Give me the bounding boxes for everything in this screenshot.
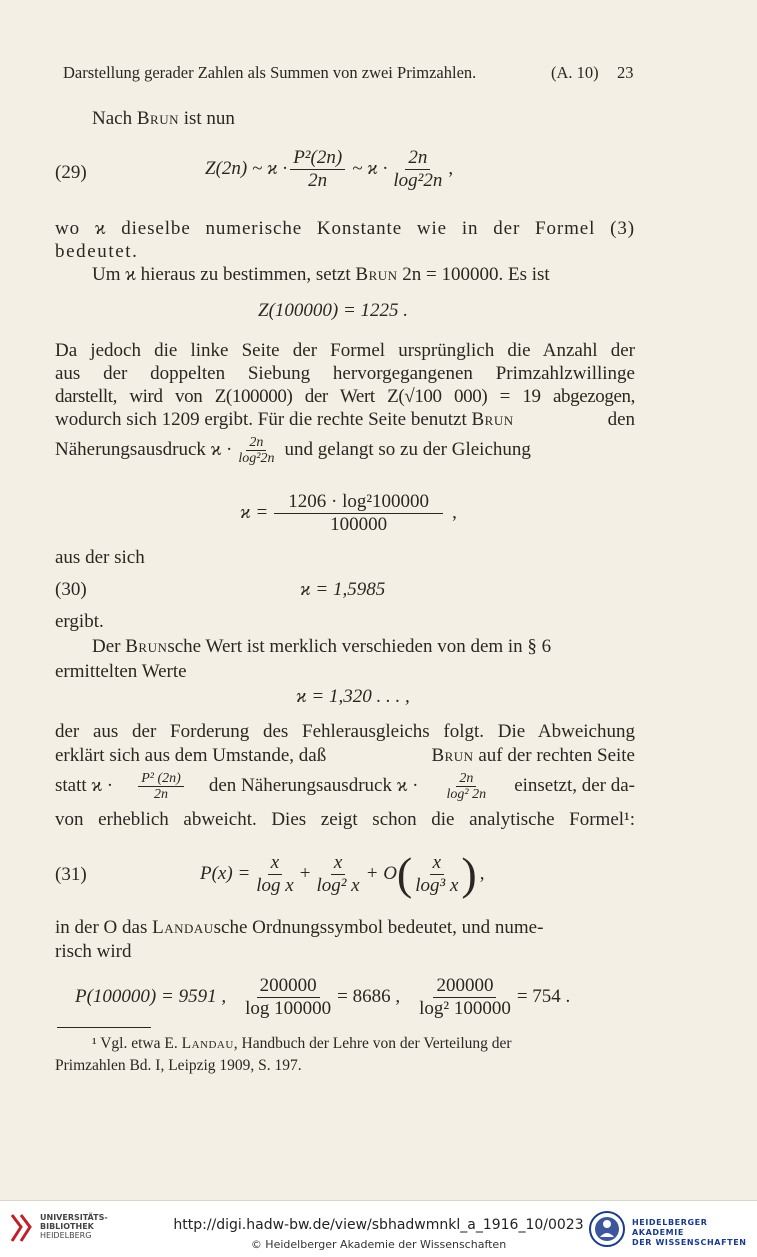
paragraph-1: Nach Brun ist nun [92,108,235,129]
equation-number-29: (29) [55,162,87,183]
paragraph-5: aus der sich [55,547,145,568]
equation-final: P(100000) = 9591 , $\frac{200000}{\log 100000}$ = 8686 , $\frac{200000}{\text{log² 100000}}$ = 754 . [75,974,571,1019]
academy-name: HEIDELBERGER AKADEMIE DER WISSENSCHAFTEN [632,1218,747,1247]
paragraph-8-line2: erklärt sich aus dem Umstande, daß Brun auf der rechten Seite [55,745,635,766]
equation-30: ϰ = 1,5985 [300,579,386,600]
paragraph-4-line5: Näherungsausdruck ϰ · $\frac{2n}{\text{log²2n}}$ und gelangt so zu der Gleichung [55,434,531,466]
academy-seal-icon [588,1209,626,1249]
author-brun: Brun [136,108,179,129]
paragraph-2-line1: wo ϰ dieselbe numerische Konstante wie in der Formel (3) [55,218,635,239]
paragraph-4-line1: Da jedoch die linke Seite der Formel ursprünglich die Anzahl der [55,340,635,361]
paragraph-9-line2: risch wird [55,941,132,962]
university-library-name: UNIVERSITÄTS- BIBLIOTHEK HEIDELBERG [40,1213,108,1240]
equation-31: P(x) = $\frac{x}{\text{log x}}$ + $\frac{x}{\text{log² x}}$ + O ( $\frac{x}{\text{log³ x}}$ ) , [200,848,485,899]
paragraph-8-line1: der aus der Forderung des Fehlerausgleichs folgt. Die Abweichung [55,721,635,742]
equation-number-31: (31) [55,864,87,885]
equation-29: Z(2n) ~ ϰ · $\frac{\text{P²(2n)}}{2n}$ ~ ϰ · $\frac{2n}{\text{log²2n}}$ , [205,146,454,191]
paragraph-7-line2: ermittelten Werte [55,661,187,682]
viewer-footer [0,1200,757,1257]
running-title: Darstellung gerader Zahlen als Summen von zwei Primzahlen. [63,63,477,82]
paragraph-3: Um ϰ hieraus zu bestimmen, setzt Brun 2n = 100000. Es ist [92,264,550,285]
equation-z100000: Z(100000) = 1225 . [258,300,409,321]
paragraph-4-line3: darstellt, wird von Z(100000) der Wert Z(√100 000) = 19 abgezogen, [55,386,635,407]
paragraph-2-line2: bedeutet. [55,241,139,262]
page-number: 23 [617,63,634,82]
paragraph-8-line4: von erheblich abweicht. Dies zeigt schon die analytische Formel¹: [55,809,635,830]
section-label: (A. 10) [551,63,599,82]
paragraph-7-line1: Der Brunsche Wert ist merklich verschieden von dem in § 6 [92,636,552,657]
equation-kappa2: ϰ = 1,320 . . . , [296,686,410,707]
paragraph-9-line1: in der O das Landausche Ordnungssymbol bedeutet, und nume- [55,917,544,938]
equation-number-30: (30) [55,579,87,600]
source-url-link[interactable]: http://digi.hadw-bw.de/view/sbhadwmnkl_a_1916_10/0023 [173,1217,584,1233]
paragraph-8-line3: statt ϰ · $\frac{\text{P² (2n)}}{2n}$ den Näherungsausdruck ϰ · $\frac{2n}{\text{log² 2n}}$ einsetzt, der da- [55,770,635,802]
equation-kappa: ϰ = $\frac{\text{1206 · log²100000}}{100000}$ , [240,490,457,535]
footnote-line1: ¹ Vgl. etwa E. Landau, Handbuch der Lehre von der Verteilung der [92,1035,512,1052]
paragraph-4-line4: wodurch sich 1209 ergibt. Für die rechte Seite benutzt Brun den [55,409,635,430]
paragraph-4-line2: aus der doppelten Siebung hervorgegangenen Primzahlzwillinge [55,363,635,384]
copyright-text: © Heidelberger Akademie der Wissenschaften [250,1238,507,1251]
paragraph-6: ergibt. [55,611,104,632]
footnote-rule [57,1027,151,1028]
footnote-line2: Primzahlen Bd. I, Leipzig 1909, S. 197. [55,1057,302,1074]
